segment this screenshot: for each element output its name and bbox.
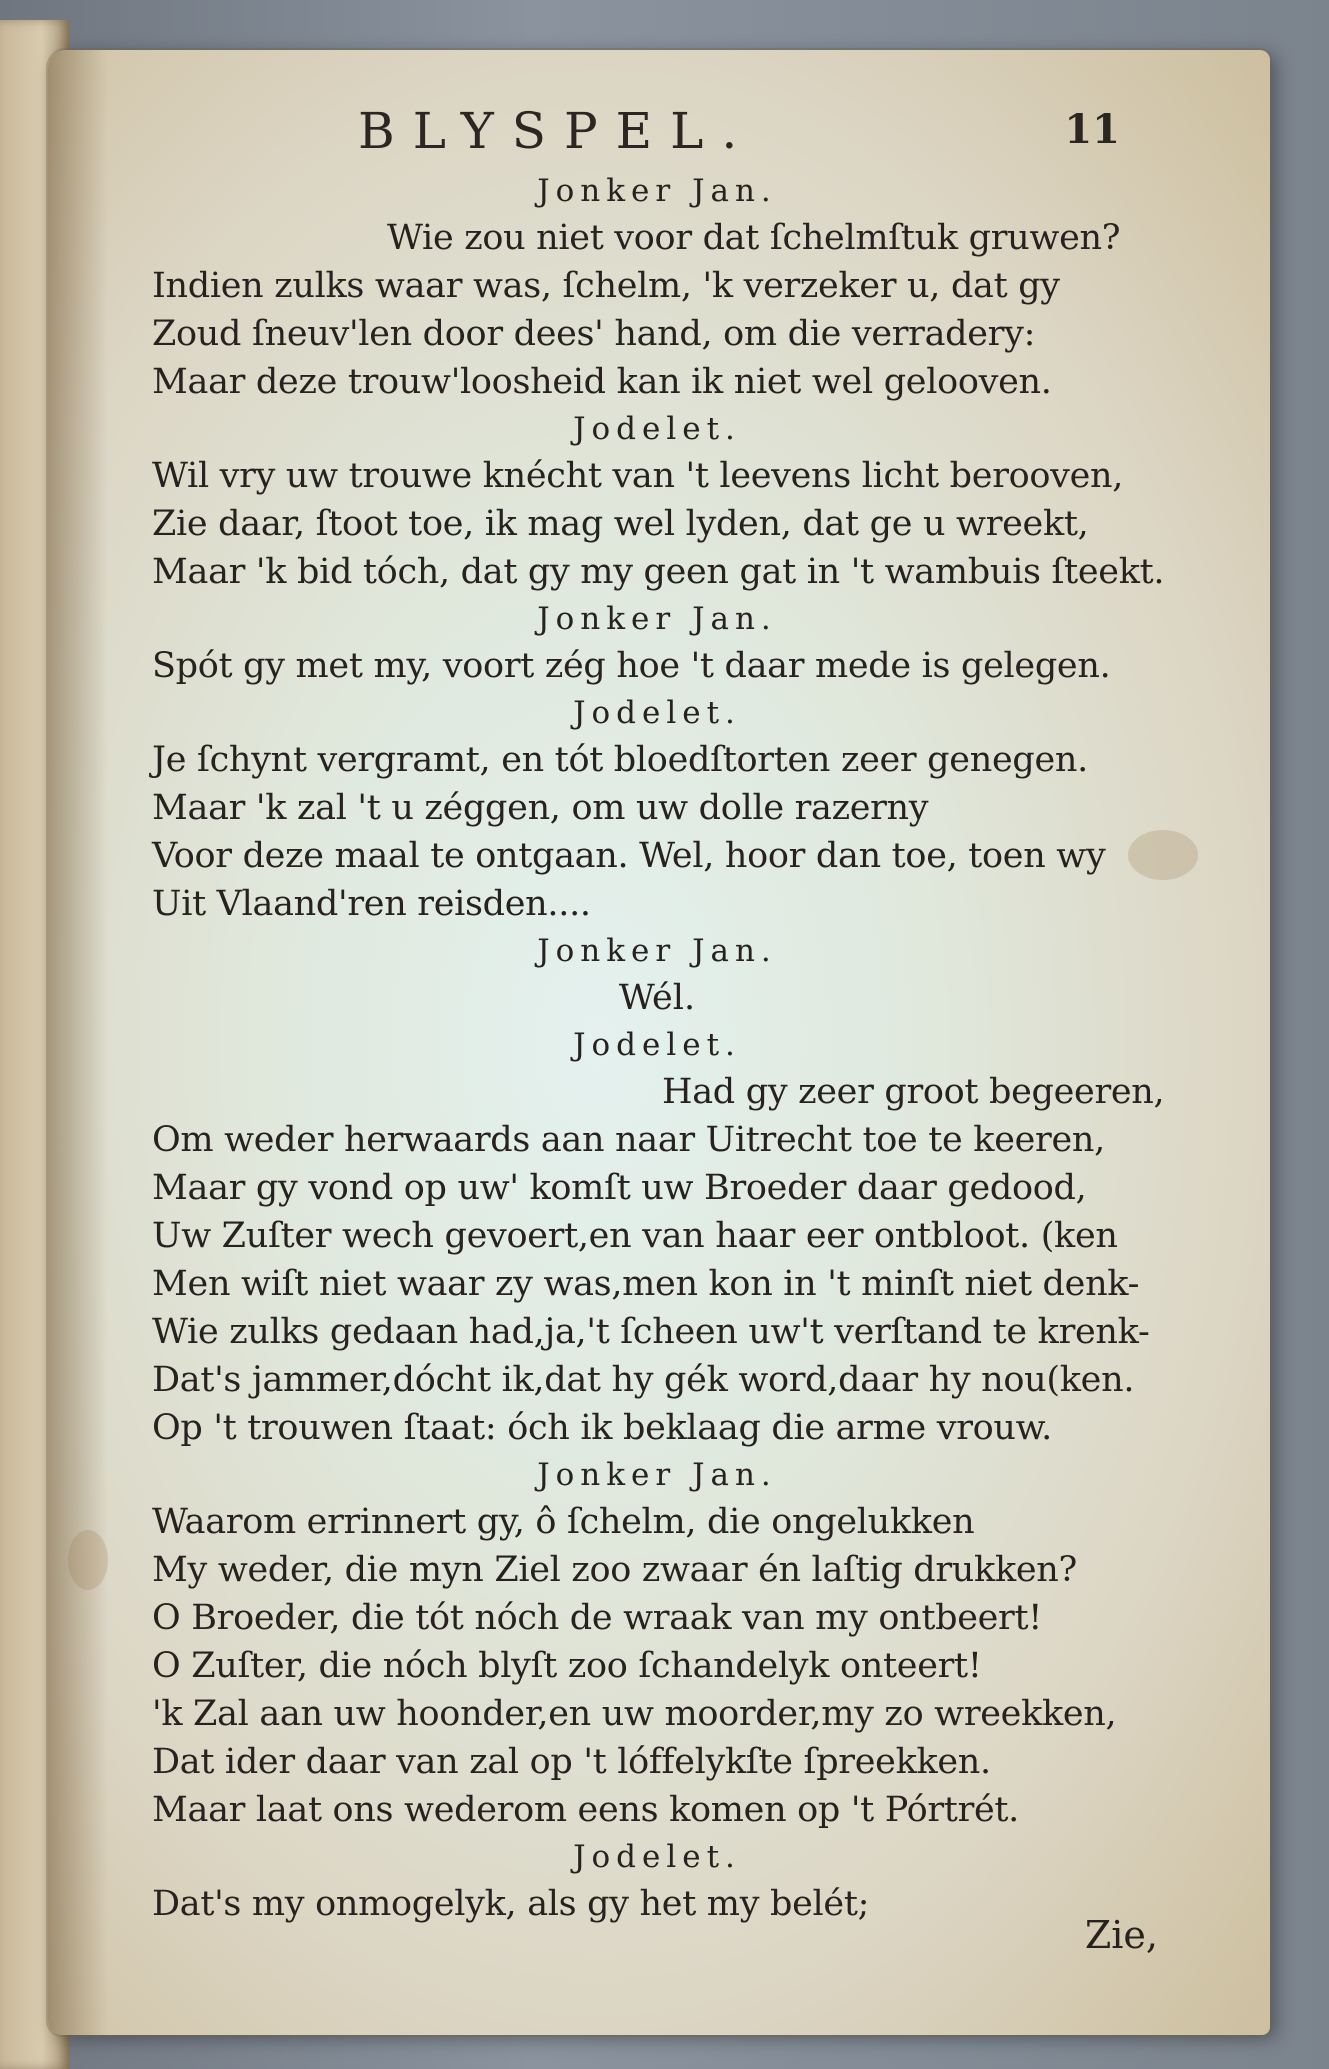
verse-line: Men wiſt niet waar zy was,men kon in 't minſt niet denk- [152,1264,1140,1304]
verse-line: Uit Vlaand'ren reisden.... [152,884,591,924]
verse-line: Maar deze trouw'loosheid kan ik niet wel gelooven. [152,362,1052,402]
speaker-name: Jonker Jan. [537,1457,777,1493]
verse-line: Maar 'k zal 't u zéggen, om uw dolle razerny [152,788,929,828]
catchword: Zie, [1084,1913,1158,1957]
speaker-name: Jonker Jan. [537,173,777,209]
verse-line: Zie daar, ſtoot toe, ik mag wel lyden, dat ge u wreekt, [152,504,1089,544]
verse-line: Dat's jammer,dócht ik,dat hy gék word,daar hy nou(ken. [152,1360,1135,1400]
verse-line: Uw Zuſter wech gevoert,en van haar eer ontbloot. (ken [152,1216,1118,1256]
verse-line: Had gy zeer groot begeeren, [662,1072,1165,1112]
verse-line: Zoud ſneuv'len door dees' hand, om die verradery: [152,314,1036,354]
running-head: BLYSPEL. [358,102,756,160]
gutter-shadow [48,50,108,2035]
verse-line: Indien zulks waar was, ſchelm, 'k verzeker u, dat gy [152,266,1060,306]
verse-line: Wél. [618,978,696,1018]
verse-line: Spót gy met my, voort zég hoe 't daar mede is gelegen. [152,646,1111,686]
speaker-name: Jodelet. [573,1027,741,1063]
speaker-name: Jodelet. [573,695,741,731]
speaker-name: Jodelet. [573,1839,741,1875]
verse-line: Wie zulks gedaan had,ja,'t ſcheen uw't verſtand te krenk- [152,1312,1150,1352]
speaker-name: Jonker Jan. [537,933,777,969]
verse-line: Maar 'k bid tóch, dat gy my geen gat in 't wambuis ſteekt. [152,552,1165,592]
verse-line: Op 't trouwen ſtaat: óch ik beklaag die arme vrouw. [152,1408,1052,1448]
verse-line: My weder, die myn Ziel zoo zwaar én laſtig drukken? [152,1550,1077,1590]
verse-line: Dat's my onmogelyk, als gy het my belét; [152,1884,870,1924]
stain [68,1530,108,1590]
verse-line: Voor deze maal te ontgaan. Wel, hoor dan toe, toen wy [152,836,1106,876]
book-page [48,50,1270,2035]
verse-line: Wil vry uw trouwe knécht van 't leevens licht berooven, [152,456,1124,496]
verse-line: 'k Zal aan uw hoonder,en uw moorder,my zo wreekken, [152,1694,1117,1734]
verse-line: Dat ider daar van zal op 't lóffelykſte ſpreekken. [152,1742,991,1782]
verse-line: Je ſchynt vergramt, en tót bloedſtorten zeer genegen. [152,740,1088,780]
verse-line: Waarom errinnert gy, ô ſchelm, die ongelukken [152,1502,975,1542]
verse-line: Maar laat ons wederom eens komen op 't Pórtrét. [152,1790,1020,1830]
play-text [152,168,1165,1928]
verse-line: O Broeder, die tót nóch de wraak van my ontbeert! [152,1598,1043,1638]
page-header [48,102,1270,172]
speaker-name: Jodelet. [573,411,741,447]
verse-line: O Zuſter, die nóch blyſt zoo ſchandelyk onteert! [152,1646,982,1686]
verse-line: Om weder herwaards aan naar Uitrecht toe te keeren, [152,1120,1105,1160]
verse-line: Maar gy vond op uw' komſt uw Broeder daar gedood, [152,1168,1087,1208]
speaker-name: Jonker Jan. [537,601,777,637]
page-number: 11 [1064,106,1120,153]
verse-line: Wie zou niet voor dat ſchelmſtuk gruwen? [387,218,1121,258]
